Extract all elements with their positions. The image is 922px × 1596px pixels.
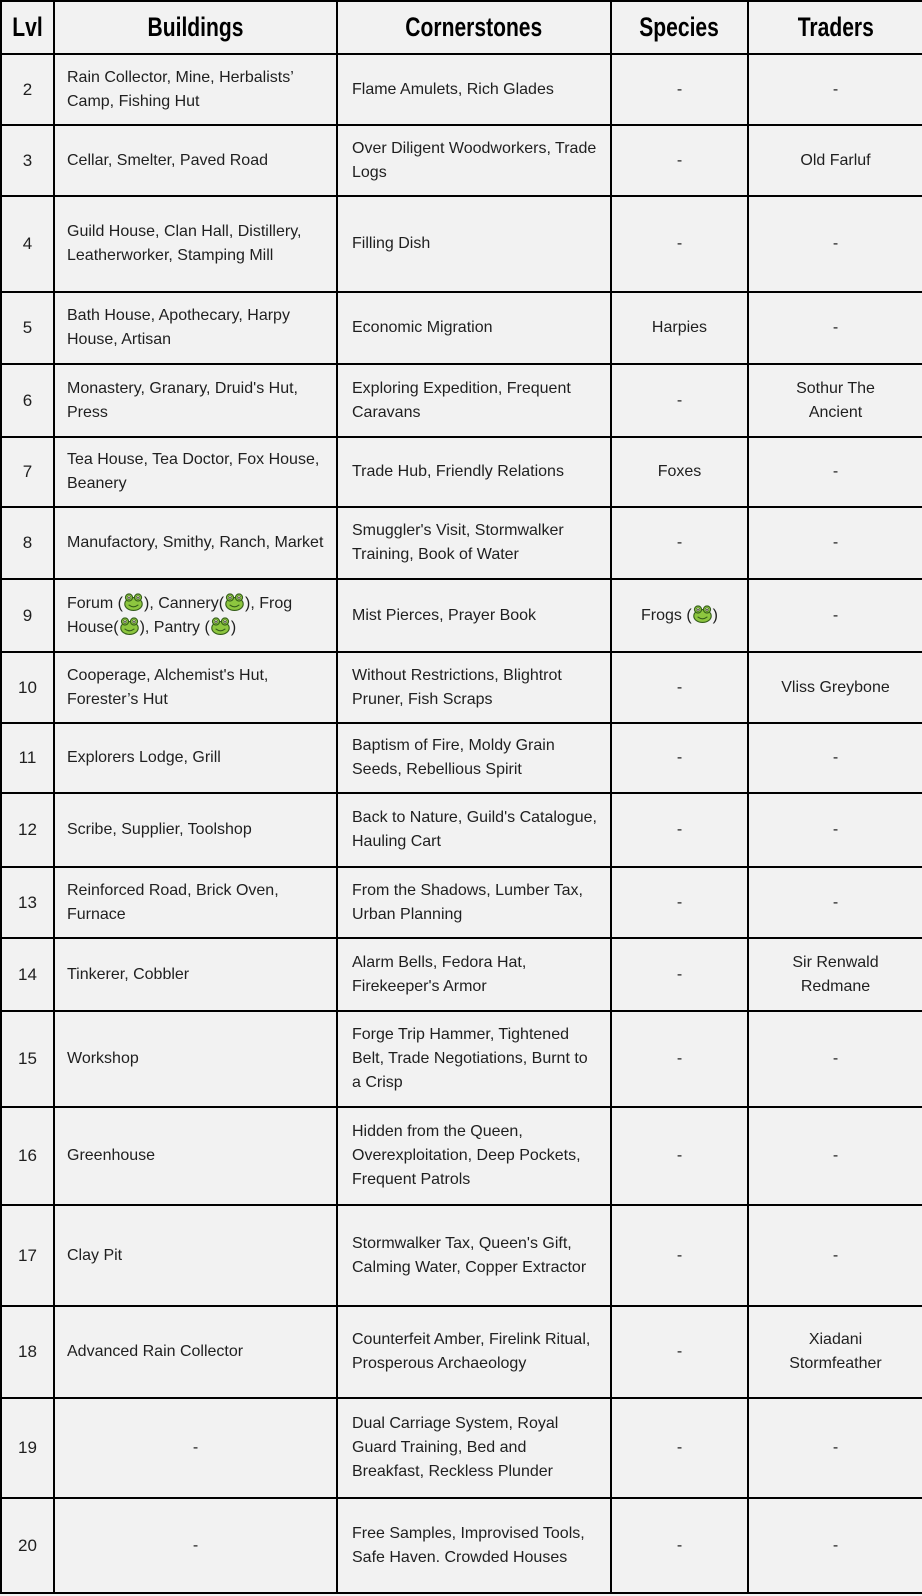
cell-level: 14 — [1, 938, 54, 1011]
cell-species: - — [611, 652, 748, 723]
header-label-lvl: Lvl — [12, 12, 43, 42]
cell-buildings: Advanced Rain Collector — [54, 1306, 337, 1398]
cell-species: - — [611, 938, 748, 1011]
cell-buildings: Guild House, Clan Hall, Distillery, Leatherworker, Stamping Mill — [54, 196, 337, 292]
table-row — [1, 579, 922, 652]
cell-species: - — [611, 1107, 748, 1205]
table-row — [1, 1306, 922, 1398]
cell-buildings: Bath House, Apothecary, Harpy House, Artisan — [54, 292, 337, 364]
header-label-species: Species — [639, 12, 720, 42]
table-row — [1, 1205, 922, 1306]
cell-buildings: Tinkerer, Cobbler — [54, 938, 337, 1011]
cell-traders: - — [748, 437, 922, 507]
frog-icon — [224, 593, 245, 611]
cell-level: 8 — [1, 507, 54, 579]
table-row — [1, 793, 922, 867]
cell-species: - — [611, 1205, 748, 1306]
header-row — [1, 1, 922, 54]
table-row — [1, 292, 922, 364]
cell-cornerstones: Free Samples, Improvised Tools, Safe Haven. Crowded Houses — [337, 1498, 611, 1593]
table-row — [1, 125, 922, 196]
header-cell-buildings — [54, 1, 337, 54]
cell-traders: - — [748, 507, 922, 579]
table-body — [1, 54, 922, 1593]
cell-buildings: Forum ( ), Cannery( ), Frog House( ), Pantry ( ) — [54, 579, 337, 652]
header-label-cornerstones: Cornerstones — [405, 12, 543, 42]
cell-species: - — [611, 54, 748, 125]
cell-buildings: - — [54, 1498, 337, 1593]
cell-species: Foxes — [611, 437, 748, 507]
cell-traders: - — [748, 1011, 922, 1107]
cell-cornerstones: Trade Hub, Friendly Relations — [337, 437, 611, 507]
cell-traders: - — [748, 54, 922, 125]
cell-traders: - — [748, 1498, 922, 1593]
cell-species: - — [611, 1398, 748, 1498]
header-cell-traders — [748, 1, 922, 54]
cell-level: 16 — [1, 1107, 54, 1205]
cell-cornerstones: Filling Dish — [337, 196, 611, 292]
cell-cornerstones: Back to Nature, Guild's Catalogue, Hauling Cart — [337, 793, 611, 867]
cell-buildings: Explorers Lodge, Grill — [54, 723, 337, 793]
cell-level: 15 — [1, 1011, 54, 1107]
cell-level: 2 — [1, 54, 54, 125]
table-row — [1, 1498, 922, 1593]
cell-buildings: Rain Collector, Mine, Herbalists’ Camp, Fishing Hut — [54, 54, 337, 125]
table-row — [1, 1107, 922, 1205]
cell-cornerstones: Hidden from the Queen, Overexploitation, Deep Pockets, Frequent Patrols — [337, 1107, 611, 1205]
cell-level: 7 — [1, 437, 54, 507]
table-row — [1, 867, 922, 938]
cell-traders: - — [748, 793, 922, 867]
cell-species: - — [611, 364, 748, 437]
cell-level: 9 — [1, 579, 54, 652]
cell-species: - — [611, 1306, 748, 1398]
cell-species: Harpies — [611, 292, 748, 364]
cell-cornerstones: Without Restrictions, Blightrot Pruner, Fish Scraps — [337, 652, 611, 723]
header-cell-lvl — [1, 1, 54, 54]
cell-buildings: Tea House, Tea Doctor, Fox House, Beanery — [54, 437, 337, 507]
cell-buildings: Cellar, Smelter, Paved Road — [54, 125, 337, 196]
table-row — [1, 54, 922, 125]
cell-traders: - — [748, 867, 922, 938]
cell-level: 5 — [1, 292, 54, 364]
cell-traders: Sothur The Ancient — [748, 364, 922, 437]
cell-cornerstones: Economic Migration — [337, 292, 611, 364]
cell-traders: - — [748, 1398, 922, 1498]
cell-cornerstones: Flame Amulets, Rich Glades — [337, 54, 611, 125]
table-row — [1, 938, 922, 1011]
cell-species: - — [611, 793, 748, 867]
cell-level: 12 — [1, 793, 54, 867]
cell-level: 6 — [1, 364, 54, 437]
cell-level: 11 — [1, 723, 54, 793]
cell-level: 13 — [1, 867, 54, 938]
cell-cornerstones: Counterfeit Amber, Firelink Ritual, Prosperous Archaeology — [337, 1306, 611, 1398]
cell-cornerstones: Mist Pierces, Prayer Book — [337, 579, 611, 652]
cell-buildings: Scribe, Supplier, Toolshop — [54, 793, 337, 867]
header-label-traders: Traders — [797, 12, 874, 42]
cell-traders: - — [748, 292, 922, 364]
table-row — [1, 1011, 922, 1107]
cell-traders: - — [748, 1205, 922, 1306]
cell-cornerstones: Exploring Expedition, Frequent Caravans — [337, 364, 611, 437]
cell-level: 19 — [1, 1398, 54, 1498]
cell-buildings: Cooperage, Alchemist's Hut, Forester’s Hut — [54, 652, 337, 723]
cell-cornerstones: Dual Carriage System, Royal Guard Training, Bed and Breakfast, Reckless Plunder — [337, 1398, 611, 1498]
cell-cornerstones: Forge Trip Hammer, Tightened Belt, Trade Negotiations, Burnt to a Crisp — [337, 1011, 611, 1107]
cell-traders: Xiadani Stormfeather — [748, 1306, 922, 1398]
frog-icon — [119, 617, 140, 635]
cell-species: - — [611, 867, 748, 938]
cell-traders: Sir Renwald Redmane — [748, 938, 922, 1011]
cell-level: 4 — [1, 196, 54, 292]
cell-traders: - — [748, 1107, 922, 1205]
cell-cornerstones: Baptism of Fire, Moldy Grain Seeds, Rebellious Spirit — [337, 723, 611, 793]
cell-buildings: - — [54, 1398, 337, 1498]
cell-cornerstones: Smuggler's Visit, Stormwalker Training, Book of Water — [337, 507, 611, 579]
cell-species: - — [611, 196, 748, 292]
table-row — [1, 364, 922, 437]
cell-species: - — [611, 723, 748, 793]
frog-icon — [692, 605, 713, 623]
header-label-buildings: Buildings — [147, 12, 244, 42]
cell-level: 18 — [1, 1306, 54, 1398]
cell-traders: - — [748, 196, 922, 292]
cell-buildings: Greenhouse — [54, 1107, 337, 1205]
header-cell-species — [611, 1, 748, 54]
table-row — [1, 507, 922, 579]
header-cell-cornerstones — [337, 1, 611, 54]
cell-level: 17 — [1, 1205, 54, 1306]
cell-level: 10 — [1, 652, 54, 723]
cell-buildings: Workshop — [54, 1011, 337, 1107]
cell-buildings: Manufactory, Smithy, Ranch, Market — [54, 507, 337, 579]
table-row — [1, 437, 922, 507]
table-header — [1, 1, 922, 54]
cell-species: - — [611, 1498, 748, 1593]
cell-level: 3 — [1, 125, 54, 196]
cell-traders: Old Farluf — [748, 125, 922, 196]
cell-cornerstones: Alarm Bells, Fedora Hat, Firekeeper's Armor — [337, 938, 611, 1011]
cell-traders: Vliss Greybone — [748, 652, 922, 723]
cell-level: 20 — [1, 1498, 54, 1593]
table-row — [1, 652, 922, 723]
cell-cornerstones: Over Diligent Woodworkers, Trade Logs — [337, 125, 611, 196]
cell-buildings: Clay Pit — [54, 1205, 337, 1306]
cell-species: - — [611, 507, 748, 579]
cell-cornerstones: Stormwalker Tax, Queen's Gift, Calming Water, Copper Extractor — [337, 1205, 611, 1306]
cell-traders: - — [748, 723, 922, 793]
cell-species: - — [611, 1011, 748, 1107]
table-row — [1, 196, 922, 292]
cell-species: Frogs ( ) — [611, 579, 748, 652]
cell-cornerstones: From the Shadows, Lumber Tax, Urban Planning — [337, 867, 611, 938]
table-row — [1, 723, 922, 793]
cell-species: - — [611, 125, 748, 196]
cell-buildings: Reinforced Road, Brick Oven, Furnace — [54, 867, 337, 938]
cell-traders: - — [748, 579, 922, 652]
frog-icon — [210, 617, 231, 635]
cell-buildings: Monastery, Granary, Druid's Hut, Press — [54, 364, 337, 437]
frog-icon — [123, 593, 144, 611]
table-row — [1, 1398, 922, 1498]
